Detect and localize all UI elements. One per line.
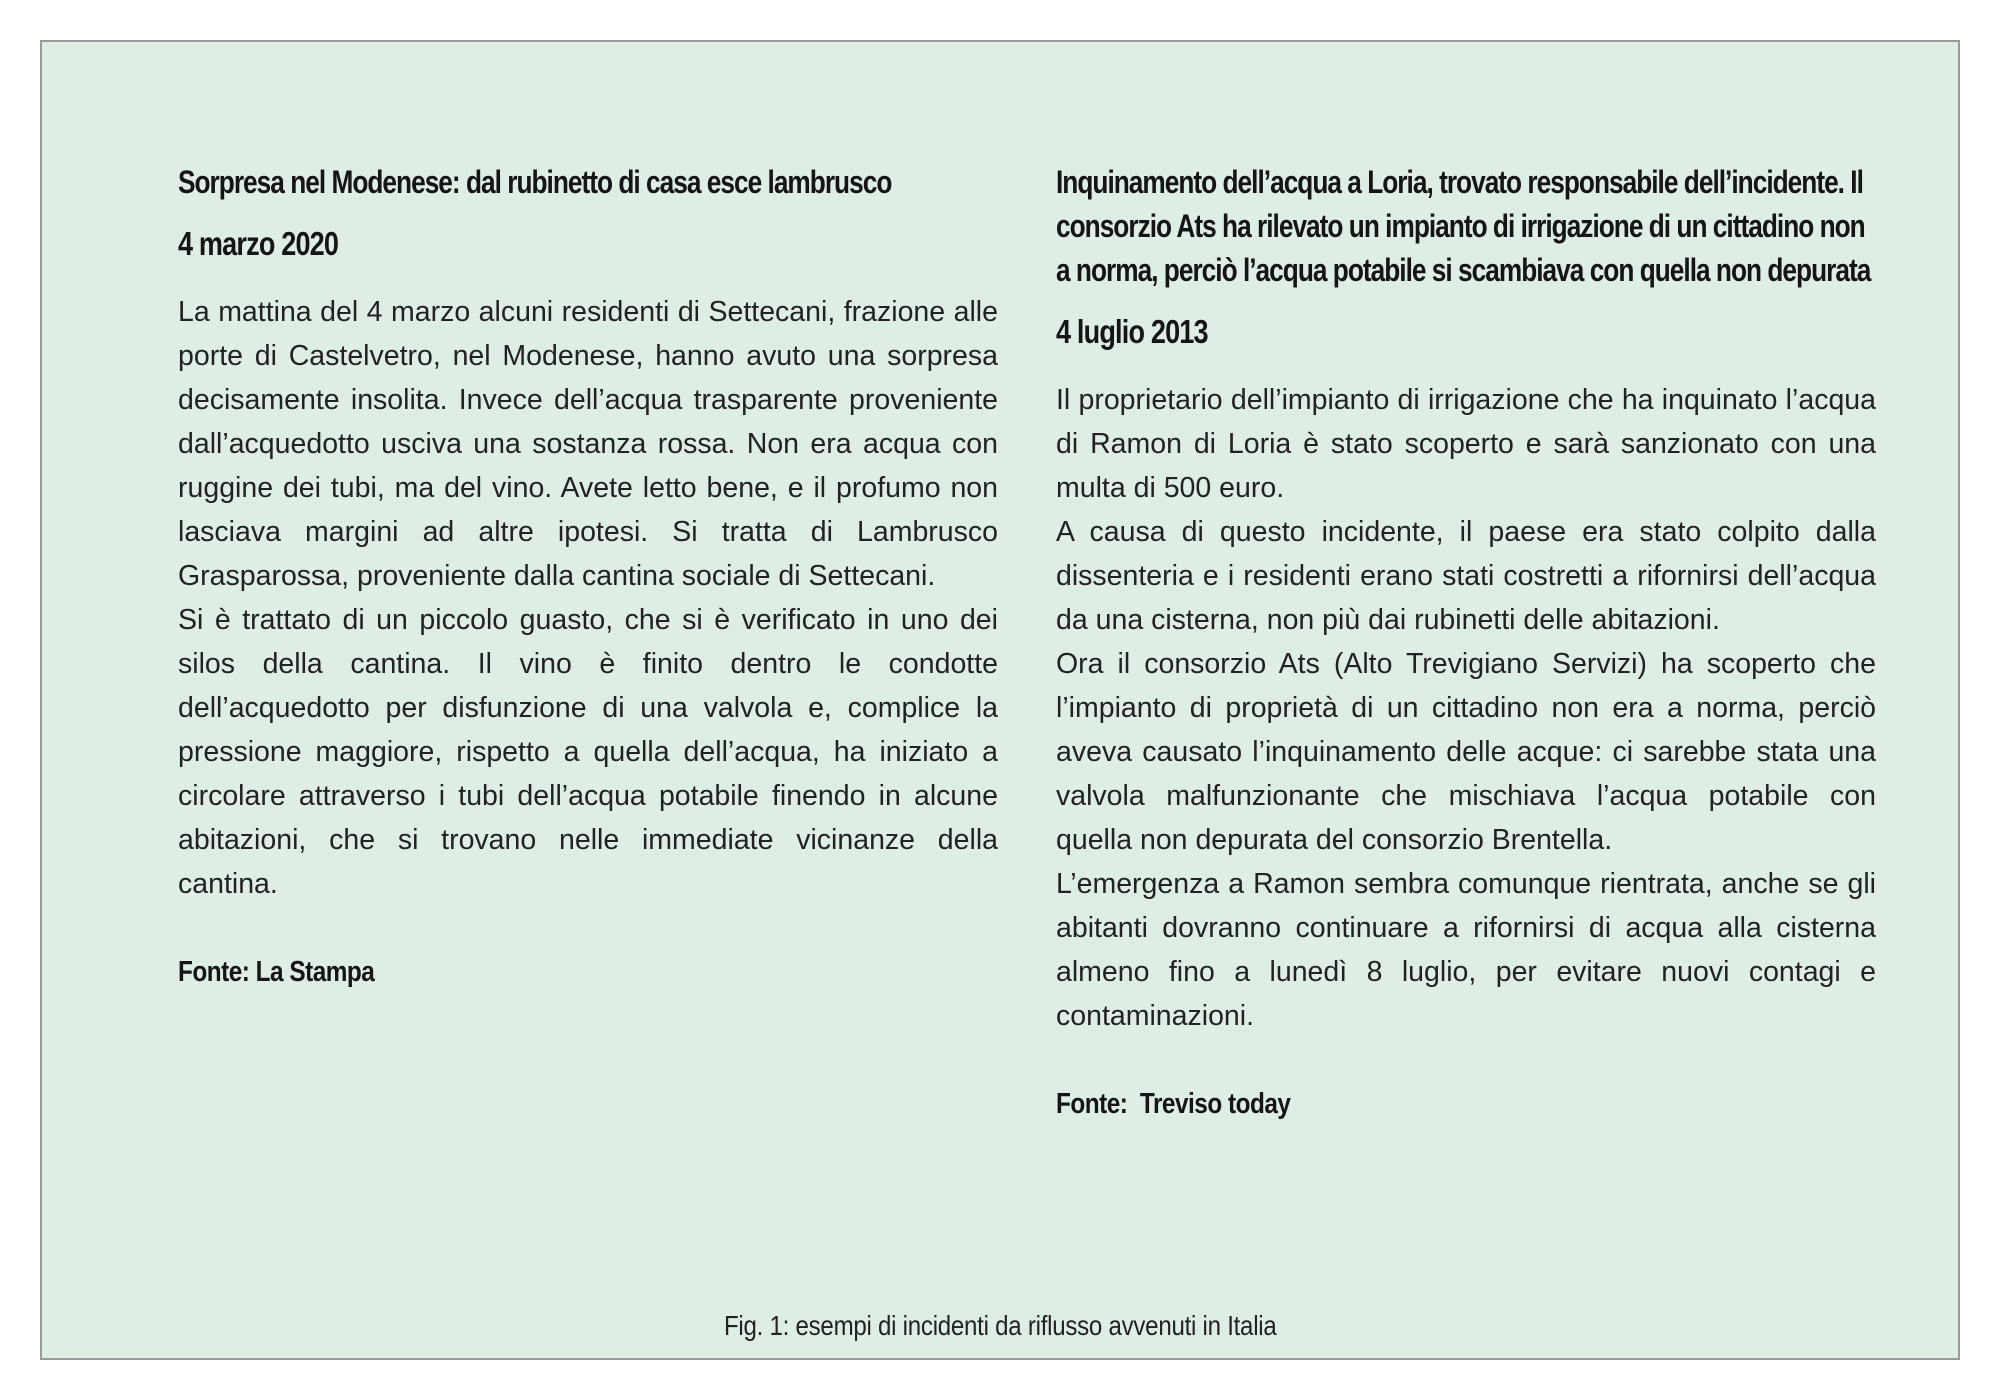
article-left-source: Fonte: La Stampa: [178, 956, 375, 988]
article-right-paragraph-3: Ora il consorzio Ats (Alto Trevigiano Servizi) ha scoperto che l’impianto di proprietà di un cittadino non era a norma, perciò aveva causato l’inquinamento delle acque: ci sarebbe stata una valvola malfunzionante che mischiava l’acqua potabile con quella non depurata del consorzio Brentella.: [1056, 648, 1876, 856]
article-right-source: Fonte: Treviso today: [1056, 1088, 1291, 1120]
figure-caption: [42, 1306, 1958, 1346]
article-left-body: [178, 290, 998, 906]
article-right-paragraph-2: A causa di questo incidente, il paese era stato colpito dalla dissenteria e i residenti erano stati costretti a rifornirsi dell’acqua da una cisterna, non più dai rubinetti delle abitazioni.: [1056, 516, 1876, 636]
article-left-headline: Sorpresa nel Modenese: dal rubinetto di casa esce lambrusco: [178, 164, 892, 200]
article-right-date: 4 luglio 2013: [1056, 313, 1208, 350]
article-left-date: 4 marzo 2020: [178, 225, 339, 262]
article-right-body: [1056, 378, 1876, 1038]
figure-panel: [40, 40, 1960, 1360]
article-right-headline: Inquinamento dell’acqua a Loria, trovato responsabile dell’incidente. Il consorzio Ats ha rilevato un impianto di irrigazione di un cittadino non a norma, perciò l’acqua potabile si scambiava con quella non depurata: [1056, 164, 1871, 288]
article-right: [1056, 160, 1876, 1126]
article-left-paragraph-2: Si è trattato di un piccolo guasto, che si è verificato in uno dei silos della cantina. Il vino è finito dentro le condotte dell’acquedotto per disfunzione di una valvola e, complice la pressione maggiore, rispetto a quella dell’acqua, ha iniziato a circolare attraverso i tubi dell’acqua potabile finendo in alcune abitazioni, che si trovano nelle immediate vicinanze della cantina.: [178, 604, 998, 900]
article-right-paragraph-4: L’emergenza a Ramon sembra comunque rientrata, anche se gli abitanti dovranno continuare a rifornirsi di acqua alla cisterna almeno fino a lunedì 8 luglio, per evitare nuovi contagi e contaminazioni.: [1056, 868, 1876, 1032]
article-left-paragraph-1: La mattina del 4 marzo alcuni residenti di Settecani, frazione alle porte di Castelvetro, nel Modenese, hanno avuto una sorpresa decisamente insolita. Invece dell’acqua trasparente proveniente dall’acquedotto usciva una sostanza rossa. Non era acqua con ruggine dei tubi, ma del vino. Avete letto bene, e il profumo non lasciava margini ad altre ipotesi. Si tratta di Lambrusco Grasparossa, proveniente dalla cantina sociale di Settecani.: [178, 296, 998, 592]
article-left: [178, 160, 998, 994]
article-right-paragraph-1: Il proprietario dell’impianto di irrigazione che ha inquinato l’acqua di Ramon di Loria è stato scoperto e sarà sanzionato con una multa di 500 euro.: [1056, 384, 1876, 504]
figure-caption-text: Fig. 1: esempi di incidenti da riflusso avvenuti in Italia: [723, 1310, 1277, 1341]
